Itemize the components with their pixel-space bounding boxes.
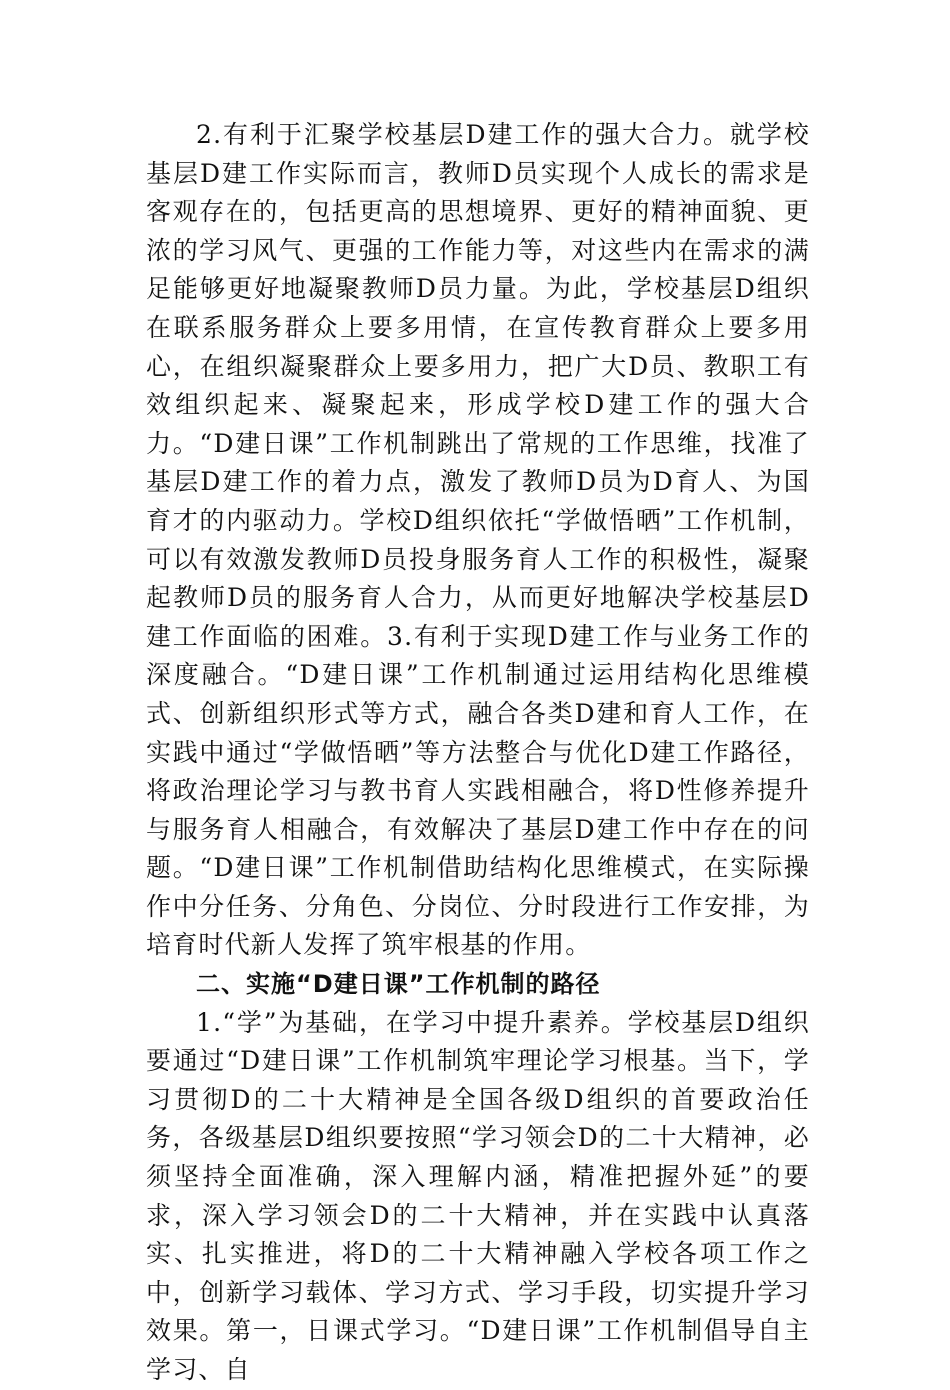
section-heading: 二、实施“D建日课”工作机制的路径 (196, 970, 601, 999)
body-paragraph: 1.“学”为基础，在学习中提升素养。学校基层D组织要通过“D建日课”工作机制筑牢理论学习根基。当下，学习贯彻D的二十大精神是全国各级D组织的首要政治任务，各级基层D组织要按照“学习领会D的二十大精神，必须坚持全面准确，深入理解内涵，精准把握外延”的要求，深入学习领会D的二十大精神，并在实践中认真落实、扎实推进，将D的二十大精神融入学校各项工作之中，创新学习载体、学习方式、学习手段，切实提升学习效果。第一，日课式学习。“D建日课”工作机制倡导自主学习、自 (146, 1007, 810, 1384)
body-paragraph: 2.有利于汇聚学校基层D建工作的强大合力。就学校基层D建工作实际而言，教师D员实现个人成长的需求是客观存在的，包括更高的思想境界、更好的精神面貌、更浓的学习风气、更强的工作能力等，对这些内在需求的满足能够更好地凝聚教师D员力量。为此，学校基层D组织在联系服务群众上要多用情，在宣传教育群众上要多用心，在组织凝聚群众上要多用力，把广大D员、教职工有效组织起来、凝聚起来，形成学校D建工作的强大合力。“D建日课”工作机制跳出了常规的工作思维，找准了基层D建工作的着力点，激发了教师D员为D育人、为国育才的内驱动力。学校D组织依托“学做悟晒”工作机制，可以有效激发教师D员投身服务育人工作的积极性，凝聚起教师D员的服务育人合力，从而更好地解决学校基层D建工作面临的困难。3.有利于实现D建工作与业务工作的深度融合。“D建日课”工作机制通过运用结构化思维模式、创新组织形式等方式，融合各类D建和育人工作，在实践中通过“学做悟晒”等方法整合与优化D建工作路径，将政治理论学习与教书育人实践相融合，将D性修养提升与服务育人相融合，有效解决了基层D建工作中存在的问题。“D建日课”工作机制借助结构化思维模式，在实际操作中分任务、分角色、分岗位、分时段进行工作安排，为培育时代新人发挥了筑牢根基的作用。 (146, 120, 810, 960)
document-page (146, 116, 810, 1390)
